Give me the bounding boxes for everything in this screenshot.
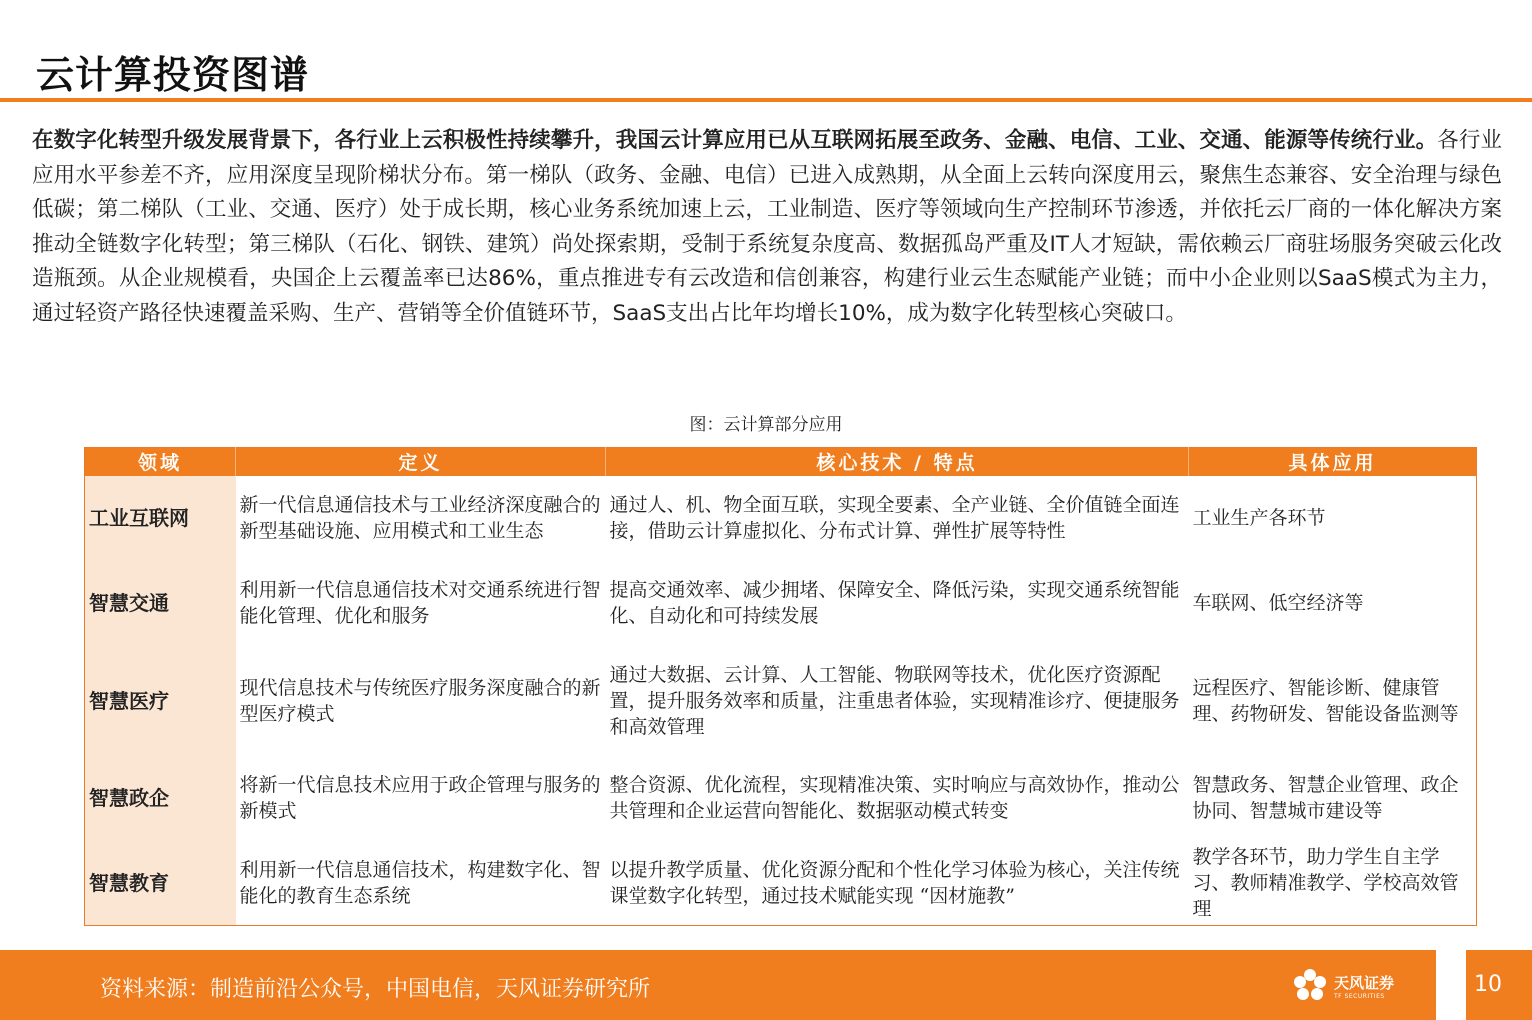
row-tech: 整合资源、优化流程，实现精准决策、实时响应与高效协作，推动公共管理和企业运营向智能化、数据驱动模式转变 [609,774,1180,822]
header-domain: 领域 [85,448,236,476]
title-divider [0,98,1532,102]
row-application: 智慧政务、智慧企业管理、政企协同、智慧城市建设等 [1192,774,1459,822]
table-row [85,646,1477,756]
row-application: 远程医疗、智能诊断、健康管理、药物研发、智能设备监测等 [1192,676,1459,725]
table-row [85,561,1477,646]
row-tech: 提高交通效率、减少拥堵、保障安全、降低污染，实现交通系统智能化、自动化和可持续发展 [609,579,1180,627]
table-row [85,841,1477,926]
page-title: 云计算投资图谱 [36,53,310,97]
logo-text-cn: 天风证券 [1334,974,1395,992]
table-header-row [85,448,1477,476]
row-application: 工业生产各环节 [1192,507,1326,529]
page-number: 10 [1474,972,1502,997]
row-domain: 智慧医疗 [85,646,236,756]
row-domain: 智慧教育 [85,841,236,926]
row-definition: 利用新一代信息通信技术对交通系统进行智能化管理、优化和服务 [239,579,601,627]
table-row [85,476,1477,561]
row-tech: 通过人、机、物全面互联，实现全要素、全产业链、全价值链全面连接，借助云计算虚拟化、分布式计算、弹性扩展等特性 [609,494,1180,542]
header-definition: 定义 [236,448,606,476]
row-application: 教学各环节，助力学生自主学习、教师精准教学、学校高效管理 [1192,845,1459,920]
header-tech: 核心技术 / 特点 [606,448,1189,476]
row-domain: 智慧政企 [85,756,236,841]
figure-caption: 图：云计算部分应用 [689,415,843,435]
row-definition: 现代信息技术与传统医疗服务深度融合的新型医疗模式 [239,676,601,725]
cloud-applications-table [84,447,1477,926]
intro-paragraph [32,124,1502,331]
row-definition: 将新一代信息技术应用于政企管理与服务的新模式 [239,774,601,822]
row-definition: 新一代信息通信技术与工业经济深度融合的新型基础设施、应用模式和工业生态 [239,494,601,542]
table-row [85,756,1477,841]
footer-bar [0,950,1532,1020]
intro-body: 各行业应用水平参差不齐，应用深度呈现阶梯状分布。第一梯队（政务、金融、电信）已进入成熟期，从全面上云转向深度用云，聚焦生态兼容、安全治理与绿色低碳；第二梯队（工业、交通、医疗）处于成长期，核心业务系统加速上云，工业制造、医疗等领域向生产控制环节渗透，并依托云厂商的一体化解决方案推动全链数字化转型；第三梯队（石化、钢铁、建筑）尚处探索期，受制于系统复杂度高、数据孤岛严重及IT人才短缺，需依赖云厂商驻场服务突破云化改造瓶颈。从企业规模看，央国企上云覆盖率已达86%，重点推进专有云改造和信创兼容，构建行业云生态赋能产业链；而中小企业则以SaaS模式为主力，通过轻资产路径快速覆盖采购、生产、营销等全价值链环节，SaaS支出占比年均增长10%，成为数字化转型核心突破口。 [32,128,1502,326]
intro-lead: 在数字化转型升级发展背景下，各行业上云积极性持续攀升，我国云计算应用已从互联网拓展至政务、金融、电信、工业、交通、能源等传统行业。 [32,128,1438,153]
logo-text-en: TF SECURITIES [1334,993,1385,1000]
source-note: 资料来源：制造前沿公众号，中国电信，天风证券研究所 [100,977,651,1002]
header-application: 具体应用 [1189,448,1477,476]
company-logo [1290,966,1420,1006]
row-tech: 以提升教学质量、优化资源分配和个性化学习体验为核心，关注传统课堂数字化转型，通过技术赋能实现 “因材施教” [609,858,1180,907]
row-tech: 通过大数据、云计算、人工智能、物联网等技术，优化医疗资源配置，提升服务效率和质量，注重患者体验，实现精准诊疗、便捷服务和高效管理 [609,663,1180,738]
logo-flower-icon [1290,966,1330,1006]
row-application: 车联网、低空经济等 [1192,592,1364,614]
row-definition: 利用新一代信息通信技术，构建数字化、智能化的教育生态系统 [239,858,601,907]
row-domain: 智慧交通 [85,561,236,646]
row-domain: 工业互联网 [85,476,236,561]
